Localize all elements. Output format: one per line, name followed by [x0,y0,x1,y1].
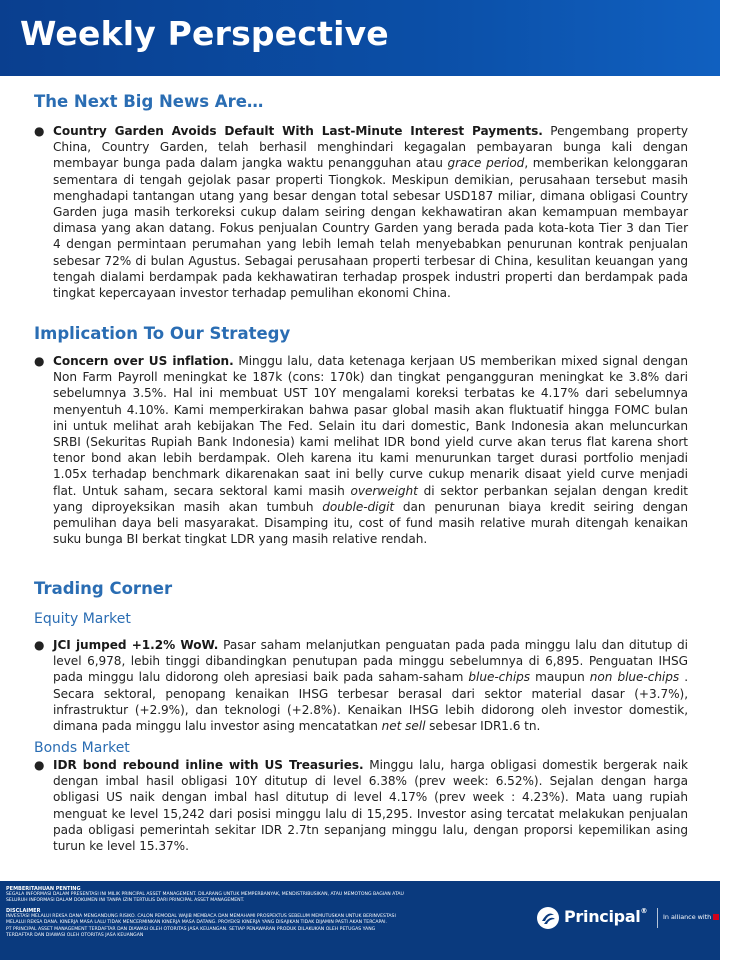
subtitle-bonds: Bonds Market [34,740,130,756]
principal-logo-icon [536,906,560,930]
page-header [0,0,720,76]
alliance-text: In alliance with CIMB [663,913,739,921]
footer-line: SELURUH INFORMASI DALAM DOKUMEN INI TANPA IZIN TERTULIS DARI PRINCIPAL ASSET MANAGEMENT. [6,898,245,904]
bullet-icon: ● [34,124,45,138]
bullet-icon: ● [34,354,45,368]
bullet-text: Country Garden Avoids Default With Last-Minute Interest Payments. Pengembang property China, Country Garden, telah berhasil menghindari kegagalan pembayaran bunga kali dengan membayar bunga pada dalam jangka waktu penangguhan atau grace period, memberikan kelonggaran sementara di tengah gejolak pasar properti Tiongkok. Meskipun demikian, perusahaan tersebut masih menghadapi tantangan utang yang besar dengan total sebesar USD187 miliar, dimana obligasi Country Garden juga masih terkoreksi cukup dalam seiring dengan kekhawatiran akan kemampuan membayar dimasa yang akan datang. Fokus penjualan Country Garden yang berada pada kota-kota Tier 3 dan Tier 4 dengan permintaan perumahan yang lebih lemah telah menyebabkan penurunan kontrak penjualan sebesar 72% di bulan Agustus. Sebagai perusahaan properti terbesar di China, kesulitan keuangan yang tengah dialami berdampak pada kekhawatiran terhadap prospek industri properti dan berdampak pada tingkat kepercayaan investor terhadap pemulihan ekonomi China. [53,124,688,301]
bullet-icon: ● [34,758,45,772]
footer-heading-disclaimer: DISCLAIMER [6,908,41,915]
subtitle-equity: Equity Market [34,611,131,627]
cimb-icon [713,914,719,920]
logo-wordmark: Principal® [564,907,648,926]
footer-line: PT PRINCIPAL ASSET MANAGEMENT TERDAFTAR DAN DIAWASI OLEH OTORITAS JASA KEUANGAN. SETIAP PENAWARAN PRODUK DILAKUKAN OLEH PETUGAS YANG [6,926,376,932]
bullet-bonds [34,757,688,854]
section-title-strategy: Implication To Our Strategy [34,324,291,343]
bullet-news [34,123,688,301]
bullet-text: IDR bond rebound inline with US Treasuries. Minggu lalu, harga obligasi domestik bergerak naik dengan imbal hasil obligasi 10Y ditutup di level 6.38% (prev week: 6.52%). Sejalan dengan harga obligasi US naik dengan imbal hasl ditutup di level 4.17% (prev week : 4.23%). Mata uang rupiah menguat ke level 15,242 dari posisi minggu lalu di 15,295. Investor asing tercatat melakukan penjualan pada obligasi pemerintah sekitar IDR 2.7tn sepanjang minggu lalu, dengan proporsi kepemilikan asing turun ke level 15.37%. [53,758,689,854]
footer-disclaimer [6,886,526,939]
footer-heading-notice: PEMBERITAHUAN PENTING [6,886,81,892]
bullet-strategy [34,353,688,547]
section-title-trading: Trading Corner [34,579,173,598]
principal-logo [536,904,739,934]
bullet-icon: ● [34,638,45,652]
bullet-equity [34,637,688,734]
bullet-text: Concern over US inflation. Minggu lalu, data ketenaga kerjaan US memberikan mixed signal dengan Non Farm Payroll meningkat ke 187k (cons: 170k) dan tingkat pengangguran meningkat ke 3.8% dari sebelumnya 3.5%. Hal ini membuat UST 10Y mengalami koreksi terbatas ke 4.17% dari sebelumnya menyentuh 4.10%. Kami memperkirakan bahwa pasar global masih akan fluktuatif hingga FOMC bulan ini untuk melihat arah kebijakan The Fed. Selain itu dari domestic, Bank Indonesia akan meluncurkan SRBI (Sekuritas Rupiah Bank Indonesia) kami melihat IDR bond yield curve akan terus flat karena short tenor bond akan lebih berdampak. Oleh karena itu kami menurunkan target durasi portfolio menjadi 1.05x terhadap benchmark dikarenakan saat ini belly curve cukup menarik disaat yield curve menjadi flat. Untuk saham, secara sektoral kami masih overweight di sektor perbankan sejalan dengan kredit yang diproyeksikan masih akan tumbuh double-digit dan penurunan biaya kredit seiring dengan pemulihan daya beli masyarakat. Disamping itu, cost of fund masih relative murah ditengah kenaikan suku bunga BI berkat tingkat LDR yang masih relative rendah. [53,354,689,547]
logo-divider [657,908,658,928]
bullet-text: JCI jumped +1.2% WoW. Pasar saham melanjutkan penguatan pada pada minggu lalu dan ditutup di level 6,978, lebih tinggi dibandingkan penutupan pada minggu sebelumnya di 6,895. Penguatan IHSG pada minggu lalu didorong oleh apresiasi baik pada saham-saham blue-chips maupun non blue-chips . Secara sektoral, penopang kenaikan IHSG terbesar berasal dari sektor material dasar (+3.7%), infrastruktur (+2.9%), dan teknologi (+2.8%). Kenaikan IHSG lebih didorong oleh investor domestik, dimana pada minggu lalu investor asing mencatatkan net sell sebesar IDR1.6 tn. [53,638,689,734]
page-title: Weekly Perspective [20,14,389,53]
footer-line: INVESTASI MELALUI REKSA DANA MENGANDUNG RISIKO. CALON PEMODAL WAJIB MEMBACA DAN MEMAHAMI PROSPEKTUS SEBELUM MEMUTUSKAN UNTUK BERINVESTASI [6,914,396,920]
footer-line: MELALUI REKSA DANA. KINERJA MASA LALU TIDAK MENCERMINKAN KINERJA MASA DATANG. PROYEKSI KINERJA YANG DISAJIKAN TIDAK DIJAMIN PASTI AKAN TERCAPAI. [6,920,387,926]
footer-line: SEGALA INFORMASI DALAM PRESENTASI INI MILIK PRINCIPAL ASSET MANAGEMENT. DILARANG UNTUK MEMPERBANYAK, MENDISTRIBUSIKAN, ATAU MEMOTONG BAGIAN ATAU [6,892,404,898]
footer-line: TERDAFTAR DAN DIAWASI OLEH OTORITAS JASA KEUANGAN [6,932,144,938]
section-title-news: The Next Big News Are… [34,92,264,111]
